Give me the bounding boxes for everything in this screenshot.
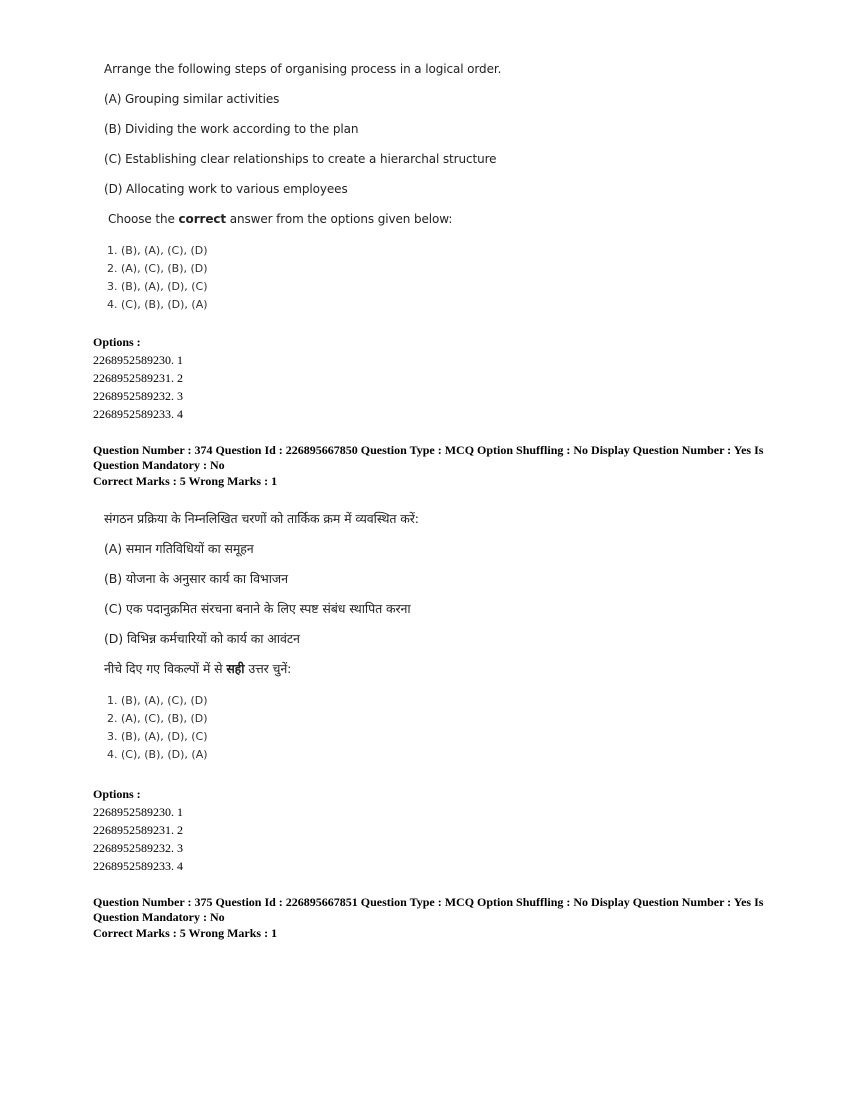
option-item: 2268952589230. 1 bbox=[93, 805, 183, 819]
step-b: (B) योजना के अनुसार कार्य का विभाजन bbox=[104, 571, 288, 586]
question-stem: संगठन प्रक्रिया के निम्नलिखित चरणों को तार्किक क्रम में व्यवस्थित करें: bbox=[104, 511, 419, 526]
question-meta-line: Question Number : 375 Question Id : 226895667851 Question Type : MCQ Option Shuffling : No Display Question Number : Yes Is Question Mandatory : No bbox=[93, 895, 764, 924]
question-373-english-body bbox=[104, 62, 501, 314]
marks-line: Correct Marks : 5 Wrong Marks : 1 bbox=[93, 926, 278, 940]
step-b: (B) Dividing the work according to the plan bbox=[104, 122, 359, 136]
answer-choice: 1. (B), (A), (C), (D) bbox=[107, 694, 208, 707]
option-item: 2268952589232. 3 bbox=[93, 389, 183, 403]
answer-choice: 2. (A), (C), (B), (D) bbox=[107, 712, 208, 725]
option-item: 2268952589230. 1 bbox=[93, 353, 183, 367]
step-c: (C) एक पदानुक्रमित संरचना बनाने के लिए स्पष्ट संबंध स्थापित करना bbox=[104, 601, 411, 616]
option-item: 2268952589231. 2 bbox=[93, 371, 183, 385]
options-heading: Options : bbox=[93, 335, 141, 349]
options-list-374 bbox=[93, 785, 183, 875]
question-374-metadata bbox=[93, 443, 783, 489]
question-meta-line: Question Number : 374 Question Id : 226895667850 Question Type : MCQ Option Shuffling : No Display Question Number : Yes Is Question Mandatory : No bbox=[93, 443, 764, 472]
answer-choices bbox=[104, 692, 419, 764]
step-d: (D) Allocating work to various employees bbox=[104, 182, 348, 196]
options-list-373 bbox=[93, 333, 183, 423]
question-stem: Arrange the following steps of organising process in a logical order. bbox=[104, 62, 502, 76]
step-c: (C) Establishing clear relationships to create a hierarchal structure bbox=[104, 152, 497, 166]
answer-choice: 3. (B), (A), (D), (C) bbox=[107, 280, 208, 293]
options-heading: Options : bbox=[93, 787, 141, 801]
step-a: (A) Grouping similar activities bbox=[104, 92, 280, 106]
emphasis-word: सही bbox=[226, 661, 245, 676]
answer-choice: 1. (B), (A), (C), (D) bbox=[107, 244, 208, 257]
answer-choice: 4. (C), (B), (D), (A) bbox=[107, 298, 208, 311]
option-item: 2268952589233. 4 bbox=[93, 859, 183, 873]
option-item: 2268952589232. 3 bbox=[93, 841, 183, 855]
question-374-hindi-body bbox=[104, 512, 419, 764]
answer-choices bbox=[104, 242, 501, 314]
answer-choice: 4. (C), (B), (D), (A) bbox=[107, 748, 208, 761]
choose-instruction: नीचे दिए गए विकल्पों में से सही उत्तर चुनें: bbox=[104, 661, 292, 676]
step-d: (D) विभिन्न कर्मचारियों को कार्य का आवंटन bbox=[104, 631, 300, 646]
option-item: 2268952589233. 4 bbox=[93, 407, 183, 421]
answer-choice: 2. (A), (C), (B), (D) bbox=[107, 262, 208, 275]
answer-choice: 3. (B), (A), (D), (C) bbox=[107, 730, 208, 743]
marks-line: Correct Marks : 5 Wrong Marks : 1 bbox=[93, 474, 278, 488]
choose-instruction: Choose the correct answer from the options given below: bbox=[108, 212, 453, 226]
question-375-metadata bbox=[93, 895, 783, 941]
option-item: 2268952589231. 2 bbox=[93, 823, 183, 837]
step-a: (A) समान गतिविधियों का समूहन bbox=[104, 541, 254, 556]
emphasis-word: correct bbox=[178, 212, 227, 226]
